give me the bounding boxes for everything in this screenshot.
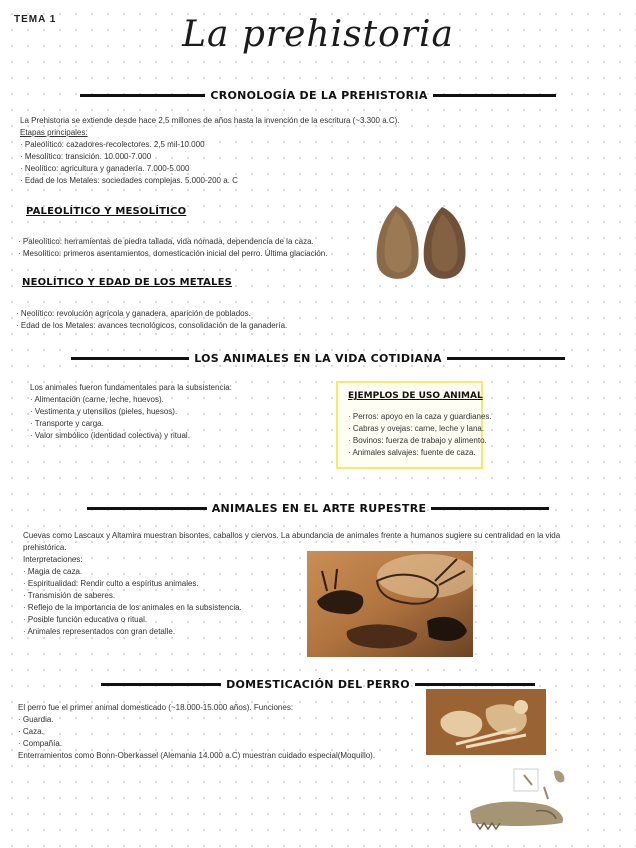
dog-skull-image bbox=[466, 765, 576, 833]
list-item: · Alimentación (carne, leche, huevos). bbox=[30, 395, 164, 404]
list-item: · Neolítico: agricultura y ganadería. 7.000-5.000 bbox=[20, 164, 190, 173]
animales-text bbox=[30, 382, 232, 442]
subheading-neolitico: NEOLÍTICO Y EDAD DE LOS METALES bbox=[22, 277, 233, 288]
section-title: CRONOLOGÍA DE LA PREHISTORIA bbox=[210, 89, 428, 102]
stone-tools-image bbox=[370, 204, 470, 282]
tema-label: TEMA 1 bbox=[14, 14, 57, 25]
list-item: · Valor simbólico (identidad colectiva) y ritual. bbox=[30, 431, 190, 440]
box-list bbox=[348, 411, 492, 459]
list-item: · Mesolítico: primeros asentamientos, domesticación inicial del perro. Última glaciación. bbox=[18, 249, 328, 258]
list-item: · Paleolítico: cazadores-recolectores. 2,5 mil-10.000 bbox=[20, 140, 205, 149]
list-item: · Bovinos: fuerza de trabajo y alimento. bbox=[348, 436, 487, 445]
etapas-label: Etapas principales: bbox=[20, 128, 88, 137]
section-heading-arte bbox=[0, 502, 636, 515]
heading-rule-right bbox=[431, 507, 549, 510]
neolitico-text bbox=[16, 308, 287, 332]
perro-outro: Enterramientos como Bonn-Oberkassel (Alemania 14.000 a.C) muestran cuidado especial(Moquillo). bbox=[18, 751, 376, 760]
list-item: · Animales salvajes: fuente de caza. bbox=[348, 448, 476, 457]
arte-text bbox=[23, 530, 560, 638]
paleolitico-text bbox=[18, 236, 327, 260]
list-item: · Magia de caza. bbox=[23, 567, 83, 576]
cave-painting-image bbox=[307, 551, 473, 657]
cronologia-text bbox=[20, 115, 400, 187]
list-item: · Vestimenta y utensilios (pieles, huesos). bbox=[30, 407, 178, 416]
page-title: La prehistoria bbox=[182, 14, 454, 55]
list-item: · Compañía. bbox=[18, 739, 63, 748]
perro-text bbox=[18, 702, 375, 762]
animales-intro: Los animales fueron fundamentales para la subsistencia: bbox=[30, 383, 232, 392]
interp-label: Interpretaciones: bbox=[23, 555, 83, 564]
heading-rule-right bbox=[415, 683, 535, 686]
list-item: · Animales representados con gran detalle. bbox=[23, 627, 176, 636]
arte-intro: Cuevas como Lascaux y Altamira muestran bisontes, caballos y ciervos. La abundancia de animales frente a humanos sugiere su centralidad en la vida bbox=[23, 531, 561, 540]
perro-intro: El perro fue el primer animal domesticado (~18.000-15.000 años). Funciones: bbox=[18, 703, 294, 712]
arte-intro-cont: prehistórica. bbox=[23, 543, 67, 552]
list-item: · Transporte y carga. bbox=[30, 419, 104, 428]
heading-rule-right bbox=[447, 357, 565, 360]
highlight-box bbox=[336, 381, 492, 469]
list-item: · Espiritualidad: Rendir culto a espíritus animales. bbox=[23, 579, 199, 588]
list-item: · Edad de los Metales: avances tecnológicos, consolidación de la ganadería. bbox=[16, 321, 288, 330]
section-heading-cronologia bbox=[0, 89, 636, 102]
list-item: · Perros: apoyo en la caza y guardianes. bbox=[348, 412, 492, 421]
section-title: LOS ANIMALES EN LA VIDA COTIDIANA bbox=[194, 352, 442, 365]
list-item: · Reflejo de la importancia de los animales en la subsistencia. bbox=[23, 603, 242, 612]
cronologia-intro: La Prehistoria se extiende desde hace 2,5 millones de años hasta la invención de la escritura (~3.300 a.C). bbox=[20, 116, 400, 125]
list-item: · Mesolítico: transición. 10.000-7.000 bbox=[20, 152, 152, 161]
box-heading: EJEMPLOS DE USO ANIMAL bbox=[348, 391, 483, 401]
list-item: · Caza. bbox=[18, 727, 44, 736]
burial-image bbox=[426, 689, 546, 755]
section-heading-animales bbox=[0, 352, 636, 365]
list-item: · Posible función educativa o ritual. bbox=[23, 615, 148, 624]
section-title: ANIMALES EN EL ARTE RUPESTRE bbox=[211, 502, 427, 515]
list-item: · Transmisión de saberes. bbox=[23, 591, 116, 600]
list-item: · Edad de los Metales: sociedades complejas. 5.000-200 a. C bbox=[20, 176, 238, 185]
heading-rule-right bbox=[433, 94, 556, 97]
section-title: DOMESTICACIÓN DEL PERRO bbox=[226, 678, 410, 691]
subheading-paleolitico: PALEOLÍTICO Y MESOLÍTICO bbox=[26, 206, 187, 217]
heading-rule-left bbox=[80, 94, 205, 97]
list-item: · Paleolítico: herramientas de piedra tallada, vida nómada, dependencia de la caza. bbox=[18, 237, 314, 246]
heading-rule-left bbox=[71, 357, 189, 360]
heading-rule-left bbox=[87, 507, 207, 510]
list-item: · Guardia. bbox=[18, 715, 54, 724]
list-item: · Neolítico: revolución agrícola y ganadera, aparición de poblados. bbox=[16, 309, 251, 318]
heading-rule-left bbox=[101, 683, 221, 686]
list-item: · Cabras y ovejas: carne, leche y lana. bbox=[348, 424, 485, 433]
